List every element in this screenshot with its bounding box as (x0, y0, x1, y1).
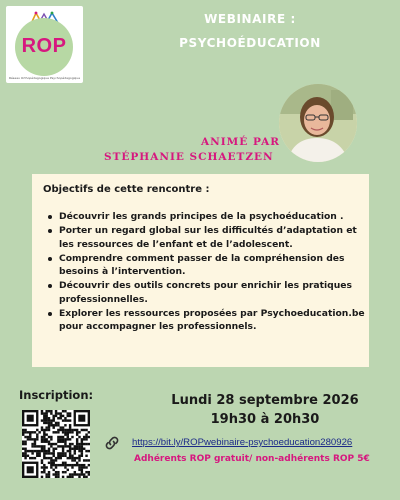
objectives-title: Objectifs de cette rencontre : (43, 184, 210, 195)
objective-item: Découvrir des outils concrets pour enrichir les pratiques professionnelles. (44, 279, 366, 306)
objective-item: Comprendre comment passer de la compréhension des besoins à l’intervention. (44, 252, 366, 279)
host-name: STÉPHANIE SCHAETZEN (104, 151, 274, 163)
qr-code-graphic[interactable] (22, 410, 90, 478)
portrait-icon (279, 84, 357, 162)
qr-code-icon[interactable] (22, 410, 90, 478)
host-label: ANIMÉ PAR (201, 136, 280, 148)
webinar-title: WEBINAIRE : (204, 12, 296, 26)
inscription-label: Inscription: (19, 388, 94, 402)
objective-item: Porter un regard global sur les difficultés d’adaptation et les ressources de l’enfant et de l’adolescent. (44, 224, 366, 251)
objective-item: Découvrir les grands principes de la psychoéducation . (44, 210, 366, 224)
registration-link[interactable]: https://bit.ly/ROPwebinaire-psychoeducation280926 (132, 437, 353, 448)
objectives-list (44, 210, 366, 334)
event-date: Lundi 28 septembre 2026 (171, 393, 359, 408)
logo-caption: Réseau Orthopédagogique Psychopédagogique (9, 76, 80, 80)
link-icon (103, 434, 121, 452)
price-info: Adhérents ROP gratuit/ non-adhérents ROP 5€ (134, 454, 370, 464)
logo-circle (15, 18, 73, 76)
webinar-topic: PSYCHOÉDUCATION (179, 36, 321, 50)
objective-item: Explorer les ressources proposées par Psychoeducation.be pour accompagner les professionnels. (44, 307, 366, 334)
objectives-panel (32, 174, 369, 367)
logo-text: ROP (21, 35, 67, 57)
event-time: 19h30 à 20h30 (210, 412, 320, 427)
logo-card (6, 6, 83, 83)
portrait-photo (279, 84, 357, 162)
